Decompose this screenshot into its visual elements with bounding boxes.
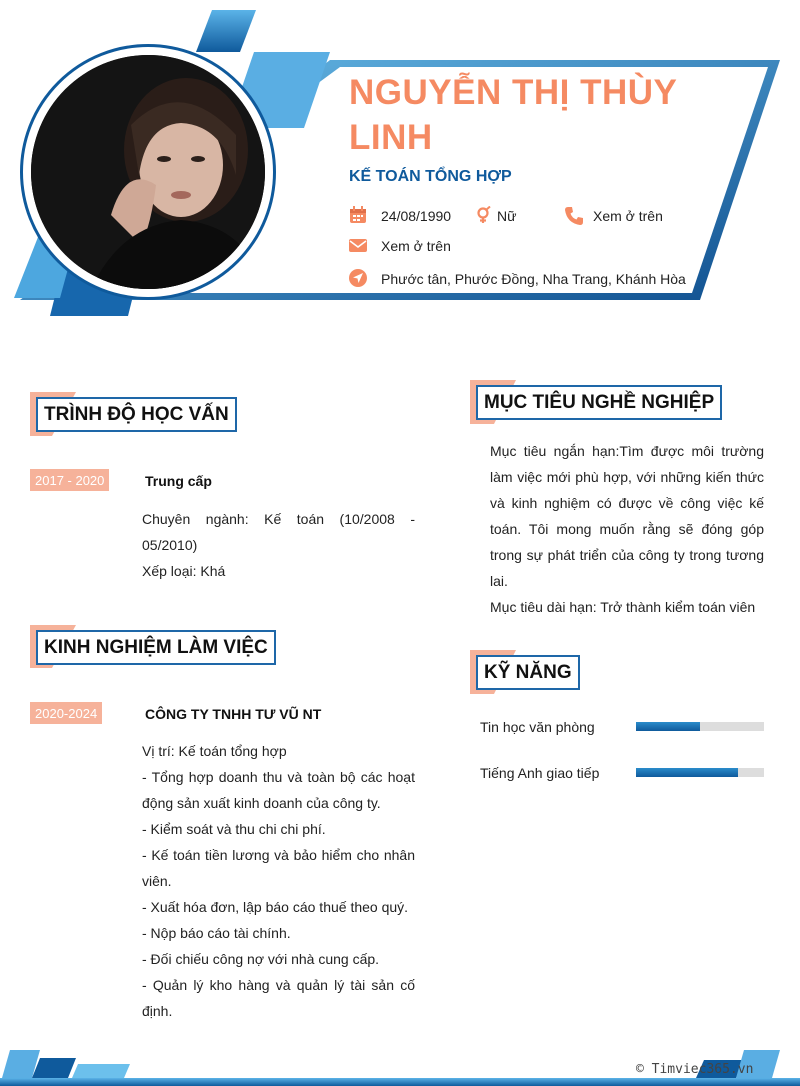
- experience-line: - Nộp báo cáo tài chính.: [142, 925, 291, 941]
- birthday-value: 24/08/1990: [381, 208, 452, 224]
- deco-block-top: [196, 10, 256, 52]
- skill-label: Tiếng Anh giao tiếp: [480, 765, 600, 781]
- experience-details: [142, 738, 415, 1024]
- experience-section-title: KINH NGHIỆM LÀM VIỆC: [36, 630, 276, 665]
- experience-line: - Xuất hóa đơn, lập báo cáo thuế theo quý.: [142, 899, 409, 915]
- gender-value: Nữ: [497, 208, 517, 224]
- education-major: Chuyên ngành: Kế toán (10/2008 - 05/2010): [142, 511, 415, 553]
- phone-icon: [564, 206, 584, 226]
- skill-bar-fill: [636, 722, 700, 731]
- email-icon: [349, 237, 367, 255]
- skill-bar-track: [636, 768, 764, 777]
- objective-details: [490, 438, 764, 620]
- education-school: Trung cấp: [145, 473, 212, 489]
- avatar-portrait: [31, 55, 265, 289]
- education-grade: Xếp loại: Khá: [142, 563, 226, 579]
- address-value: Phước tân, Phước Đồng, Nha Trang, Khánh Hòa: [381, 271, 686, 287]
- job-title: KẾ TOÁN TỔNG HỢP: [349, 168, 512, 185]
- location-icon: [349, 269, 367, 287]
- gender-icon: [474, 206, 492, 224]
- watermark: © Timviec365.vn: [636, 1062, 754, 1077]
- experience-line: - Đối chiếu công nợ với nhà cung cấp.: [142, 951, 380, 967]
- experience-line: - Quản lý kho hàng và quản lý tài sản cố định.: [142, 977, 415, 1019]
- avatar: [31, 55, 265, 289]
- objective-long-term: Mục tiêu dài hạn: Trở thành kiểm toán viên: [490, 599, 756, 615]
- footer-deco-left-2: [32, 1058, 76, 1078]
- footer-bar: [0, 1078, 800, 1086]
- skill-bar-fill: [636, 768, 738, 777]
- education-section-title: TRÌNH ĐỘ HỌC VẤN: [36, 397, 237, 432]
- education-year: 2017 - 2020: [30, 469, 109, 491]
- objective-short-term: Mục tiêu ngắn hạn:Tìm được môi trường làm việc mới phù hợp, với những kiến thức và kinh nghiệm có được về công việc kế toán. Tôi mong muốn rằng sẽ đóng góp trong sự phát triển của công ty trong tương lai.: [490, 443, 764, 589]
- skill-bar-track: [636, 722, 764, 731]
- candidate-name: NGUYỄN THỊ THÙY LINH: [349, 73, 677, 157]
- footer-deco-left-3: [72, 1064, 130, 1078]
- experience-line: Vị trí: Kế toán tổng hợp: [142, 743, 287, 759]
- experience-company: CÔNG TY TNHH TƯ VŨ NT: [145, 706, 322, 722]
- calendar-icon: [349, 206, 367, 224]
- skill-label: Tin học văn phòng: [480, 719, 595, 735]
- phone-value: Xem ở trên: [593, 208, 663, 224]
- objective-section-title: MỤC TIÊU NGHỀ NGHIỆP: [476, 385, 722, 420]
- experience-line: - Tổng hợp doanh thu và toàn bộ các hoạt động sản xuất kinh doanh của công ty.: [142, 769, 415, 811]
- email-value: Xem ở trên: [381, 238, 451, 254]
- education-details: [142, 506, 415, 584]
- experience-line: - Kế toán tiền lương và bảo hiểm cho nhân viên.: [142, 847, 415, 889]
- skills-section-title: KỸ NĂNG: [476, 655, 580, 690]
- experience-line: - Kiểm soát và thu chi chi phí.: [142, 821, 326, 837]
- experience-year: 2020-2024: [30, 702, 102, 724]
